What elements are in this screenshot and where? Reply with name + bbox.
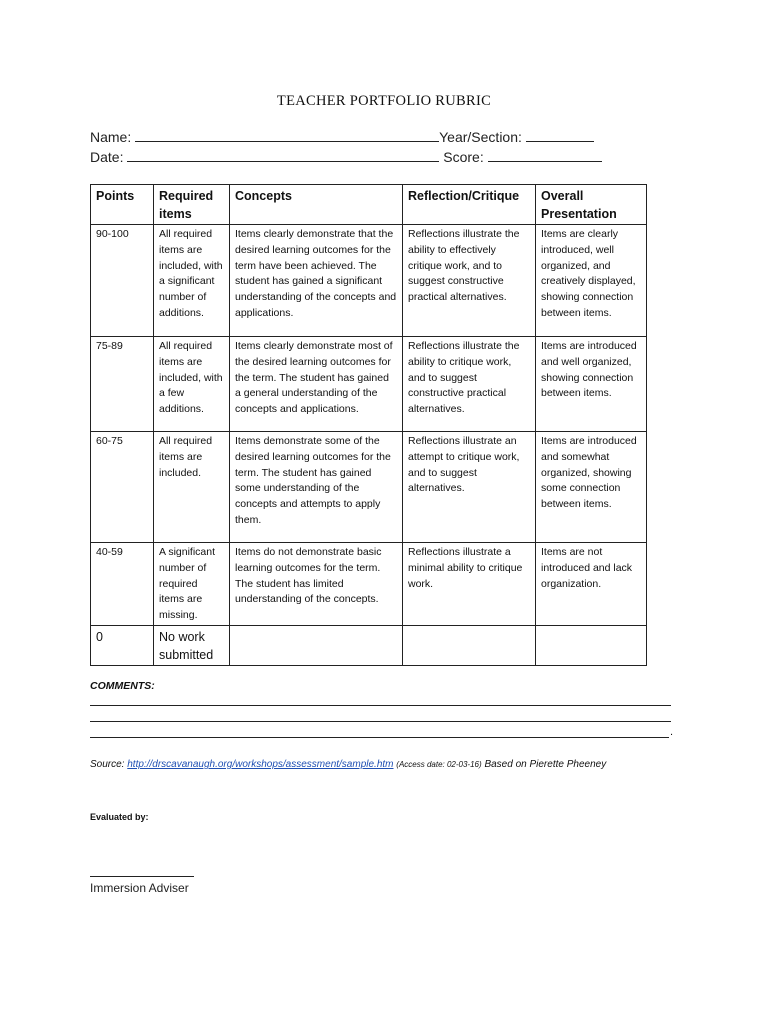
date-blank[interactable] xyxy=(127,148,439,162)
table-row xyxy=(91,625,647,665)
required-items-cell: A significant number of required items are missing. xyxy=(154,543,230,626)
presentation-cell: Items are clearly introduced, well organized, and creatively displayed, showing connection between items. xyxy=(536,225,647,337)
points-cell: 60-75 xyxy=(91,432,154,543)
points-cell: 75-89 xyxy=(91,337,154,432)
year-section-label: Year/Section: xyxy=(439,129,522,145)
name-label: Name: xyxy=(90,129,132,145)
header-overall-presentation: Overall Presentation xyxy=(536,185,647,225)
table-row xyxy=(91,432,647,543)
required-items-cell: All required items are included, with a few additions. xyxy=(154,337,230,432)
document-title: TEACHER PORTFOLIO RUBRIC xyxy=(276,93,492,109)
concepts-cell: Items demonstrate some of the desired learning outcomes for the term. The student has gained some understanding of the concepts and attempts to apply them. xyxy=(230,432,403,543)
access-date: (Access date: 02-03-16) xyxy=(396,760,482,769)
score-blank[interactable] xyxy=(488,148,602,162)
reflection-cell xyxy=(403,625,536,665)
presentation-cell xyxy=(536,625,647,665)
comment-line[interactable] xyxy=(90,705,671,706)
signatory-role: Immersion Adviser xyxy=(90,881,189,895)
based-on: Based on Pierette Pheeney xyxy=(484,759,607,770)
header-reflection-critique: Reflection/Critique xyxy=(403,185,536,225)
table-row xyxy=(91,225,647,337)
header-concepts: Concepts xyxy=(230,185,403,225)
concepts-cell: Items clearly demonstrate most of the desired learning outcomes for the term. The student has gained a general understanding of the concepts and applications. xyxy=(230,337,403,432)
reflection-cell: Reflections illustrate an attempt to critique work, and to suggest alternatives. xyxy=(403,432,536,543)
points-cell: 40-59 xyxy=(91,543,154,626)
score-label: Score: xyxy=(443,149,484,165)
points-cell: 90-100 xyxy=(91,225,154,337)
comments-label: COMMENTS: xyxy=(90,680,155,692)
header-points: Points xyxy=(91,185,154,225)
table-row xyxy=(91,543,647,626)
comment-line[interactable] xyxy=(90,737,669,738)
name-line xyxy=(90,128,594,145)
comments-end-mark: . xyxy=(670,726,674,738)
reflection-cell: Reflections illustrate the ability to effectively critique work, and to suggest constructive practical alternatives. xyxy=(403,225,536,337)
presentation-cell: Items are not introduced and lack organization. xyxy=(536,543,647,626)
source-label: Source: xyxy=(90,759,125,770)
required-items-cell: No work submitted xyxy=(154,625,230,665)
concepts-cell: Items clearly demonstrate that the desired learning outcomes for the term have been achieved. The student has gained a significant understanding of the concepts and applications. xyxy=(230,225,403,337)
table-row xyxy=(91,337,647,432)
concepts-cell: Items do not demonstrate basic learning outcomes for the term. The student has limited understanding of the concepts. xyxy=(230,543,403,626)
name-blank[interactable] xyxy=(135,128,439,142)
year-section-blank[interactable] xyxy=(526,128,594,142)
source-link[interactable]: http://drscavanaugh.org/workshops/assessment/sample.htm xyxy=(127,759,394,770)
rubric-table xyxy=(90,184,647,666)
header-required-items: Required items xyxy=(154,185,230,225)
signature-line[interactable] xyxy=(90,876,194,877)
concepts-cell xyxy=(230,625,403,665)
presentation-cell: Items are introduced and well organized, showing connection between items. xyxy=(536,337,647,432)
date-line xyxy=(90,148,602,165)
date-label: Date: xyxy=(90,149,124,165)
reflection-cell: Reflections illustrate a minimal ability to critique work. xyxy=(403,543,536,626)
evaluated-by-label: Evaluated by: xyxy=(90,812,149,822)
presentation-cell: Items are introduced and somewhat organized, showing some connection between items. xyxy=(536,432,647,543)
header-row xyxy=(91,185,647,225)
comment-line[interactable] xyxy=(90,721,671,722)
required-items-cell: All required items are included. xyxy=(154,432,230,543)
points-cell: 0 xyxy=(91,625,154,665)
source-line xyxy=(90,759,606,770)
reflection-cell: Reflections illustrate the ability to critique work, and to suggest constructive practical alternatives. xyxy=(403,337,536,432)
required-items-cell: All required items are included, with a significant number of additions. xyxy=(154,225,230,337)
